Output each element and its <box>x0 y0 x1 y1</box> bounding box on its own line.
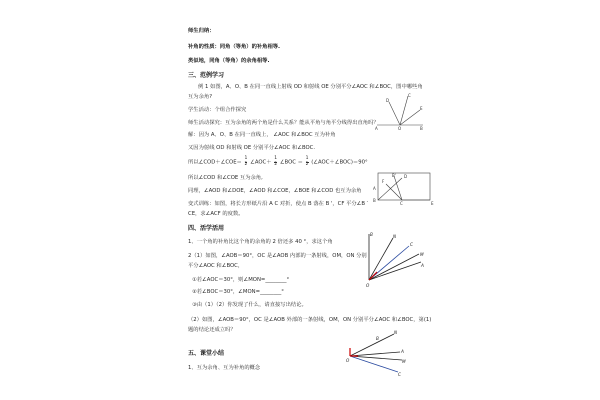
label-a: A <box>421 263 424 268</box>
complement-property: 类似地，同角（等角）的余角相等. <box>188 58 270 64</box>
ray-oc <box>400 96 408 125</box>
eq-part-3: ∠BOC ＝ <box>279 159 303 166</box>
exercise-2-2-cont: 题的结论还成立吗？ <box>188 327 236 333</box>
teacher-activity: 师生活动探究：互为余角的两个角是什么关系？能从平角与角平分线得出直角吗？ <box>188 120 379 126</box>
sub-question-1: ①若∠AOC＝30°，则∠MON=________° <box>192 277 290 283</box>
section-4-heading: 四、活学活用 <box>188 225 225 232</box>
exercise-1: 1、一个角的补角比这个角的余角的 2 倍还多 40 °，求这个角 <box>188 239 333 245</box>
label-b: B <box>373 198 376 203</box>
label-m: M <box>402 359 406 364</box>
eq-part-1: 所以∠COD＋∠COE＝ <box>188 159 242 166</box>
label-o: O <box>366 283 370 288</box>
supplement-property: 补角的性质：同角（等角）的补角相等. <box>188 44 281 50</box>
solution-line-1: 解：因为 A、O、B 在同一直线上， ∠AOC 和∠BOC 互为补角 <box>188 132 336 138</box>
figure-interior-ray <box>365 232 427 290</box>
ray-oa <box>369 262 421 280</box>
label-f: F <box>382 179 385 184</box>
fraction-half-1: $\frac{1}{2}$ <box>244 156 248 167</box>
label-d: D <box>386 98 390 103</box>
label-c: C <box>398 372 401 377</box>
figure-folded-rectangle <box>372 170 434 206</box>
label-b: B <box>376 336 379 341</box>
eq-part-2: ∠AOC＋ <box>250 159 272 166</box>
label-o: O <box>398 126 402 131</box>
figure-exterior-ray <box>346 328 408 378</box>
ray-om <box>350 356 402 360</box>
label-d: D <box>404 174 408 179</box>
label-n: N <box>393 234 397 239</box>
label-o: O <box>346 358 350 363</box>
fraction-half-3: $\frac{1}{2}$ <box>305 156 309 167</box>
ray-oe <box>400 110 420 125</box>
student-activity: 学生活动：个组合作探究 <box>188 107 247 113</box>
solution-line-2: 又因为射线 OD 和射线 OE 分别平分∠AOC 和∠BOC. <box>188 145 316 151</box>
label-e: E <box>431 201 434 206</box>
figure-angle-bisectors <box>375 92 425 132</box>
ray-oc <box>369 246 409 280</box>
label-b: B <box>370 232 373 237</box>
label-c: C <box>408 93 411 98</box>
label-b-prime: B' <box>392 173 396 178</box>
summary-item-1: 1、互为余角、互为补角的概念 <box>188 365 261 371</box>
ray-oc <box>350 356 398 372</box>
label-a: A <box>401 349 404 354</box>
label-c: C <box>410 242 413 247</box>
variant-exercise: 变式训练：如图，将长方形纸片沿 A C 对折，使点 B 落在 B '，CF 平分∠B ′ <box>188 201 368 207</box>
label-a: A <box>373 186 376 191</box>
section-3-heading: 三、范例学习 <box>188 72 225 79</box>
example-1-text-cont: 互为余角? <box>188 94 212 100</box>
label-n: N <box>394 330 398 335</box>
exercise-2-2: （2）如图，∠AOB＝90°，OC 是∠AOB 外部的一条射线，OM，ON 分别平分∠AOC 和∠BOC，第(1) <box>188 317 432 323</box>
exercise-2-1-cont: 平分∠AOC 和∠BOC， <box>188 263 244 269</box>
label-a: A <box>375 126 378 131</box>
section-5-heading: 五、课堂小结 <box>188 350 225 357</box>
example-1-text: 例 1 如图，A、O、B 在同一直线上射线 OD 和射线 OE 分别平分∠AOC 和∠BOC，图中哪些角 <box>198 84 423 90</box>
label-m: M <box>420 252 424 257</box>
solution-conclusion: 所以∠COD 和∠COE 互为余角, <box>188 175 263 181</box>
sub-question-3: ③由（1）（2）你发现了什么，请直接写出结论。 <box>192 302 307 308</box>
summary-label: 师生归纳： <box>188 28 215 34</box>
ray-od <box>389 102 400 125</box>
label-b: B <box>420 126 423 131</box>
eq-part-4: (∠AOC＋∠BOC)＝90° <box>311 159 368 166</box>
variant-exercise-cont: CE，求∠ACF 的度数。 <box>188 211 244 217</box>
fraction-half-2: $\frac{1}{2}$ <box>274 156 278 167</box>
label-c: C <box>400 201 403 206</box>
sub-question-2: ②若∠BOC＝30°，∠MON=________° <box>192 289 284 295</box>
label-e: E <box>420 106 423 111</box>
exercise-2-1: 2（1）如图，∠AOB＝90°，OC 是∠AOB 内部的一条射线，OM，ON 分别 <box>188 253 367 259</box>
similarly-line: 同理，∠AOD 和∠DOE，∠AOD 和∠COE，∠BOE 和∠COD 也互为余角 <box>188 188 362 194</box>
solution-equation <box>188 157 368 167</box>
